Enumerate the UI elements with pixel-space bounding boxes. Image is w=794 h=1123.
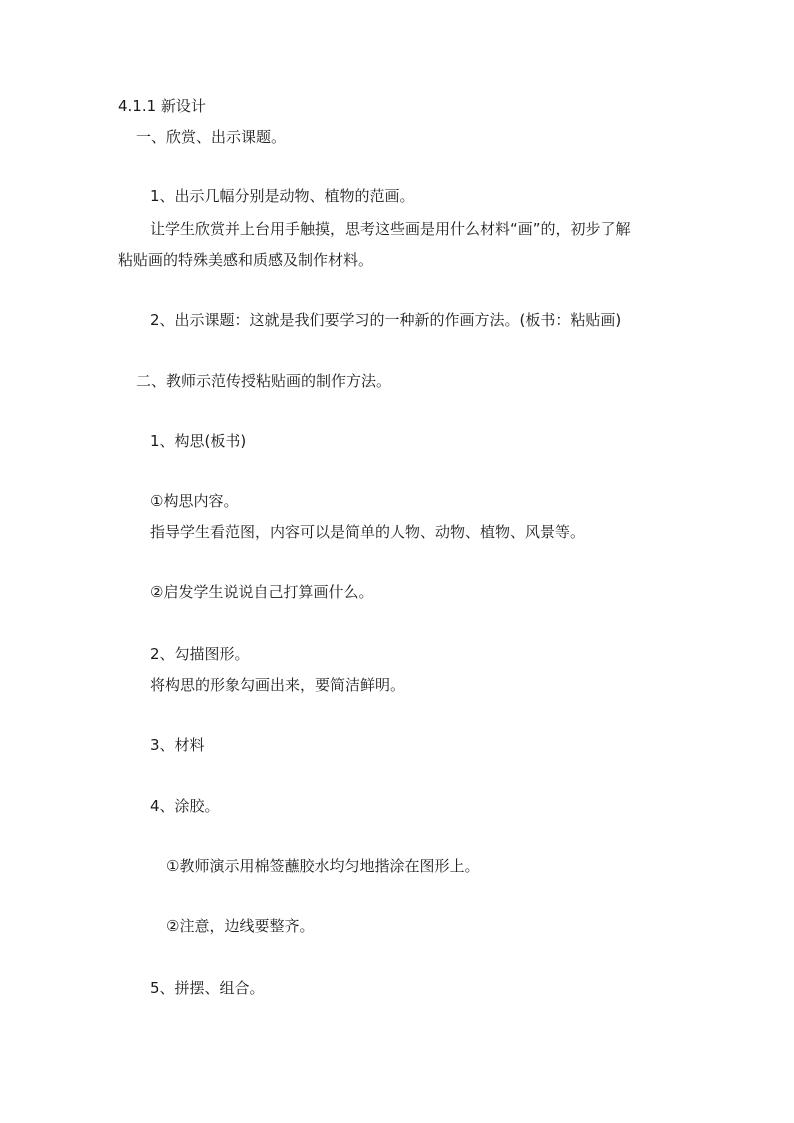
sub-item: ①教师演示用棉签蘸胶水均匀地揩涂在图形上。 [166, 857, 480, 875]
step-1-2: 2、出示课题：这就是我们要学习的一种新的作画方法。(板书：粘贴画) [150, 311, 622, 329]
step-2-4: 4、涂胶。 [150, 797, 220, 815]
paragraph-line: 将构思的形象勾画出来，要简洁鲜明。 [150, 676, 406, 694]
part-one-heading: 一、欣赏、出示课题。 [136, 128, 287, 146]
paragraph-line: 让学生欣赏并上台用手触摸，思考这些画是用什么材料“画”的，初步了解 [150, 220, 631, 238]
step-1-1: 1、出示几幅分别是动物、植物的范画。 [150, 187, 415, 205]
step-2-3: 3、材料 [150, 736, 205, 754]
step-2-1: 1、构思(板书) [150, 432, 247, 450]
sub-item: ①构思内容。 [150, 492, 239, 510]
step-2-2: 2、勾描图形。 [150, 645, 250, 663]
step-2-5: 5、拼摆、组合。 [150, 979, 265, 997]
sub-item: ②启发学生说说自己打算画什么。 [150, 583, 374, 601]
sub-item: ②注意，边线要整齐。 [166, 917, 315, 935]
paragraph-line: 粘贴画的特殊美感和质感及制作材料。 [118, 251, 374, 269]
section-heading: 4.1.1 新设计 [118, 97, 206, 115]
paragraph-line: 指导学生看范图，内容可以是简单的人物、动物、植物、风景等。 [150, 523, 586, 541]
part-two-heading: 二、教师示范传授粘贴画的制作方法。 [136, 372, 392, 390]
